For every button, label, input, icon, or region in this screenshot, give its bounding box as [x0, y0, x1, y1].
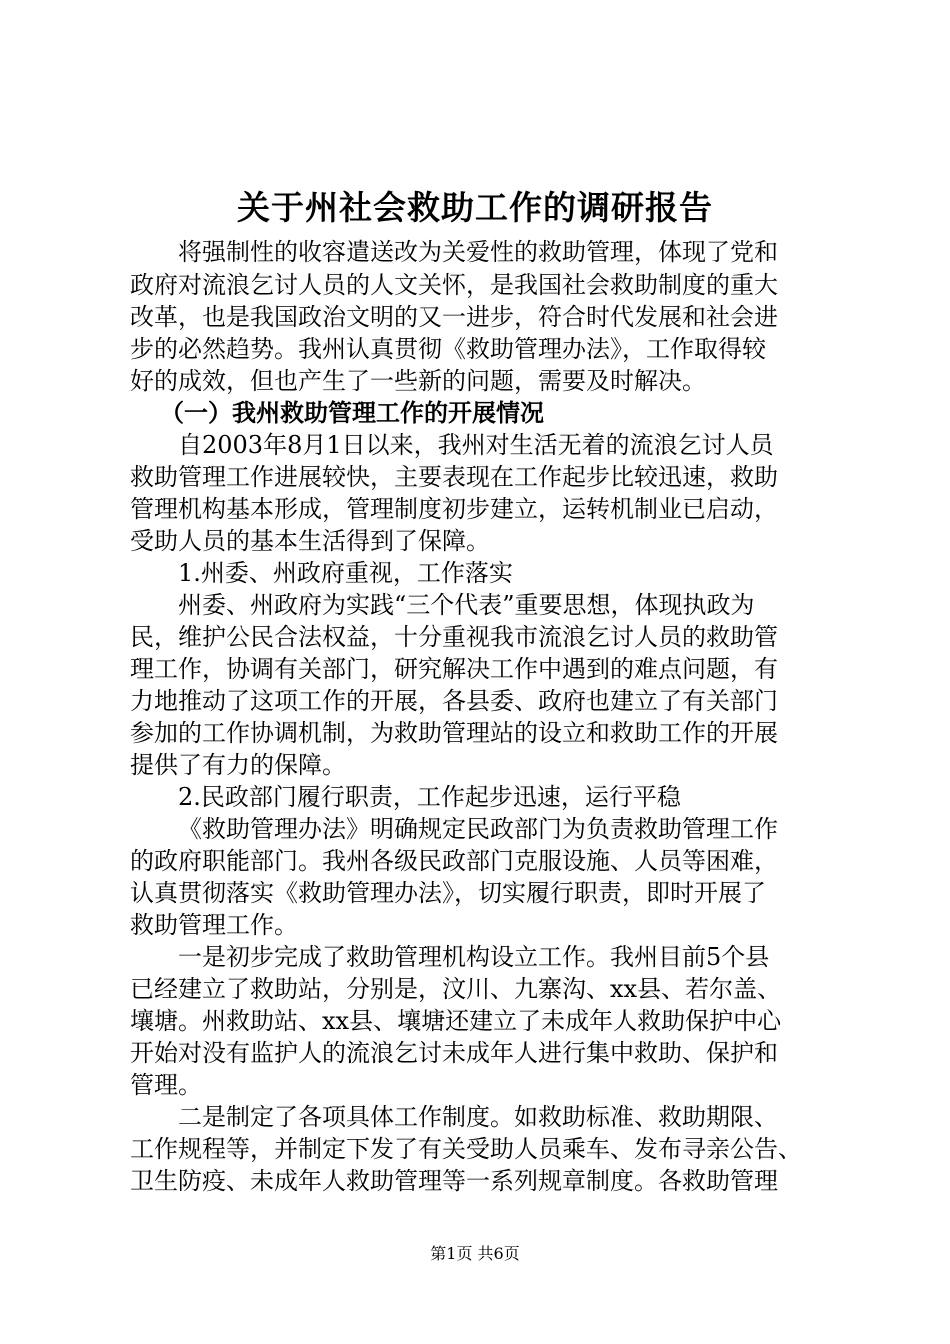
paragraph-line: 的政府职能部门。我州各级民政部门克服设施、人员等困难， [130, 847, 778, 875]
paragraph-line: 力地推动了这项工作的开展，各县委、政府也建立了有关部门 [130, 687, 778, 715]
paragraph-line: 管理。 [130, 1071, 202, 1099]
paragraph-line: 开始对没有监护人的流浪乞讨未成年人进行集中救助、保护和 [130, 1039, 778, 1067]
page-footer: 第1页 共6页 [430, 1244, 520, 1263]
paragraph-line: 政府对流浪乞讨人员的人文关怀，是我国社会救助制度的重大 [130, 271, 778, 299]
paragraph-line: 将强制性的收容遣送改为关爱性的救助管理，体现了党和 [178, 238, 778, 266]
paragraph-line: 民，维护公民合法权益，十分重视我市流浪乞讨人员的救助管 [130, 623, 778, 651]
paragraph-line: 参加的工作协调机制，为救助管理站的设立和救助工作的开展 [130, 719, 778, 747]
subheading: 2.民政部门履行职责，工作起步迅速，运行平稳 [178, 783, 681, 811]
paragraph-line: 卫生防疫、未成年人救助管理等一系列规章制度。各救助管理 [130, 1167, 778, 1195]
paragraph-line: 理工作，协调有关部门，研究解决工作中遇到的难点问题，有 [130, 655, 778, 683]
paragraph-line: 管理机构基本形成，管理制度初步建立，运转机制业已启动， [130, 495, 778, 523]
paragraph-line: 州委、州政府为实践“三个代表”重要思想，体现执政为 [178, 591, 755, 619]
paragraph-line: 工作规程等，并制定下发了有关受助人员乘车、发布寻亲公告、 [130, 1135, 802, 1163]
paragraph-line: 《救助管理办法》明确规定民政部门为负责救助管理工作 [178, 815, 778, 843]
document-title: 关于州社会救助工作的调研报告 [237, 188, 713, 227]
paragraph-line: 救助管理工作进展较快，主要表现在工作起步比较迅速，救助 [130, 463, 778, 491]
paragraph-line: 步的必然趋势。我州认真贯彻《救助管理办法》，工作取得较 [130, 335, 766, 363]
paragraph-line: 认真贯彻落实《救助管理办法》，切实履行职责，即时开展了 [130, 879, 766, 907]
paragraph-line: 救助管理工作。 [130, 911, 298, 939]
paragraph-line: 已经建立了救助站，分别是，汶川、九寨沟、xx县、若尔盖、 [130, 975, 782, 1003]
subheading: 1.州委、州政府重视，工作落实 [178, 559, 513, 587]
paragraph-line: 二是制定了各项具体工作制度。如救助标准、救助期限、 [178, 1103, 778, 1131]
paragraph-line: 自2003年8月1日以来，我州对生活无着的流浪乞讨人员 [178, 431, 774, 459]
paragraph-line: 一是初步完成了救助管理机构设立工作。我州目前5个县 [178, 943, 770, 971]
paragraph-line: 壤塘。州救助站、xx县、壤塘还建立了未成年人救助保护中心 [130, 1007, 782, 1035]
paragraph-line: 好的成效，但也产生了一些新的问题，需要及时解决。 [130, 367, 706, 395]
paragraph-line: 改革，也是我国政治文明的又一进步，符合时代发展和社会进 [130, 303, 778, 331]
paragraph-line: 受助人员的基本生活得到了保障。 [130, 527, 490, 555]
paragraph-line: 提供了有力的保障。 [130, 751, 346, 779]
section-heading: （一）我州救助管理工作的开展情况 [160, 398, 544, 427]
